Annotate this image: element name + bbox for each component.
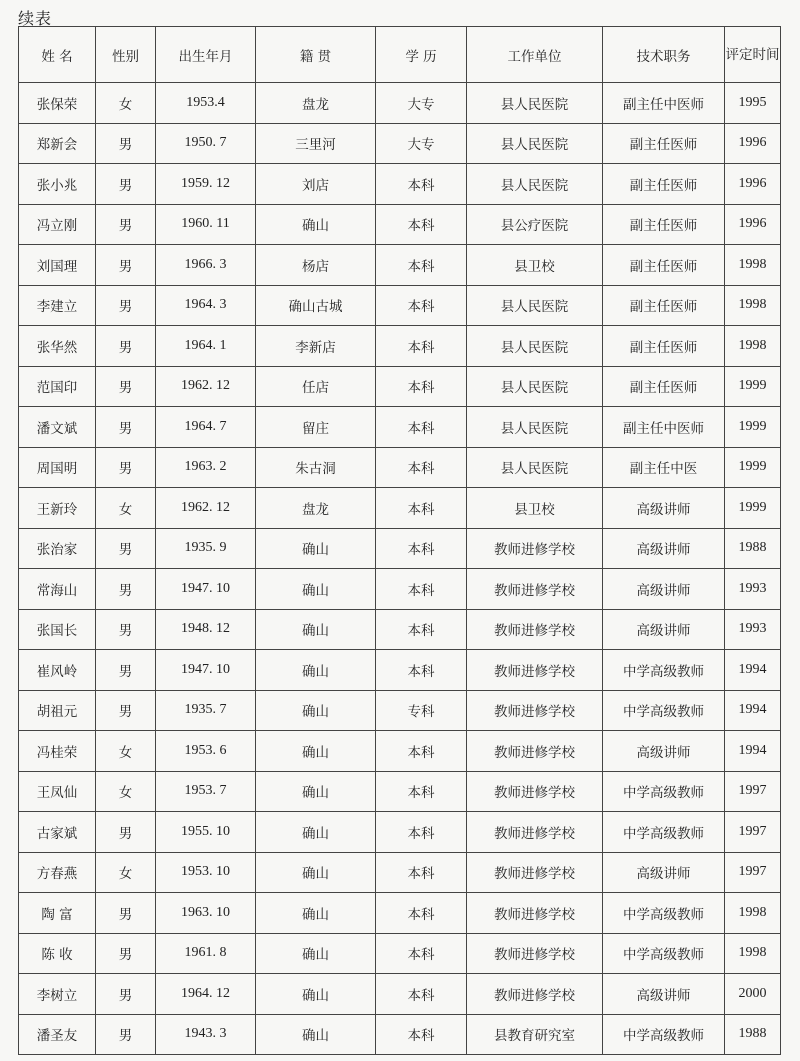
cell-rated-year: 1995 bbox=[725, 83, 781, 124]
table-row bbox=[19, 974, 781, 1015]
cell-native-place: 确山 bbox=[256, 1014, 376, 1055]
cell-rated-year: 1994 bbox=[725, 731, 781, 772]
cell-native-place: 确山 bbox=[256, 609, 376, 650]
table-body bbox=[19, 83, 781, 1055]
cell-native-place: 三里河 bbox=[256, 123, 376, 164]
table-row bbox=[19, 569, 781, 610]
cell-work-unit: 县教育研究室 bbox=[467, 1014, 603, 1055]
cell-rated-year: 1988 bbox=[725, 1014, 781, 1055]
cell-work-unit: 教师进修学校 bbox=[467, 609, 603, 650]
cell-rated-year: 1994 bbox=[725, 650, 781, 691]
personnel-table bbox=[18, 26, 781, 1055]
cell-rated-year: 1996 bbox=[725, 164, 781, 205]
cell-native-place: 确山 bbox=[256, 933, 376, 974]
table-row bbox=[19, 366, 781, 407]
cell-name: 潘圣友 bbox=[19, 1014, 96, 1055]
table-row bbox=[19, 731, 781, 772]
cell-title: 副主任医师 bbox=[603, 285, 725, 326]
cell-gender: 男 bbox=[96, 893, 156, 934]
cell-gender: 女 bbox=[96, 852, 156, 893]
cell-birth-date: 1966. 3 bbox=[156, 245, 256, 286]
cell-work-unit: 教师进修学校 bbox=[467, 528, 603, 569]
cell-education: 本科 bbox=[376, 245, 467, 286]
cell-gender: 男 bbox=[96, 407, 156, 448]
table-row bbox=[19, 812, 781, 853]
cell-work-unit: 县公疗医院 bbox=[467, 204, 603, 245]
cell-title: 副主任医师 bbox=[603, 366, 725, 407]
cell-native-place: 确山 bbox=[256, 771, 376, 812]
header-birth-date: 出生年月 bbox=[156, 27, 256, 83]
cell-native-place: 确山 bbox=[256, 528, 376, 569]
cell-gender: 女 bbox=[96, 771, 156, 812]
cell-title: 中学高级教师 bbox=[603, 933, 725, 974]
cell-name: 胡祖元 bbox=[19, 690, 96, 731]
cell-gender: 男 bbox=[96, 204, 156, 245]
cell-native-place: 确山 bbox=[256, 204, 376, 245]
cell-gender: 男 bbox=[96, 164, 156, 205]
cell-education: 专科 bbox=[376, 690, 467, 731]
cell-birth-date: 1953. 6 bbox=[156, 731, 256, 772]
cell-education: 本科 bbox=[376, 528, 467, 569]
cell-title: 中学高级教师 bbox=[603, 893, 725, 934]
cell-name: 方春燕 bbox=[19, 852, 96, 893]
cell-birth-date: 1953.4 bbox=[156, 83, 256, 124]
cell-title: 高级讲师 bbox=[603, 609, 725, 650]
cell-birth-date: 1953. 7 bbox=[156, 771, 256, 812]
cell-gender: 男 bbox=[96, 812, 156, 853]
cell-rated-year: 1994 bbox=[725, 690, 781, 731]
cell-name: 周国明 bbox=[19, 447, 96, 488]
cell-title: 副主任医师 bbox=[603, 123, 725, 164]
cell-birth-date: 1959. 12 bbox=[156, 164, 256, 205]
cell-rated-year: 1998 bbox=[725, 245, 781, 286]
cell-title: 副主任医师 bbox=[603, 326, 725, 367]
cell-education: 本科 bbox=[376, 812, 467, 853]
cell-gender: 男 bbox=[96, 974, 156, 1015]
cell-title: 中学高级教师 bbox=[603, 771, 725, 812]
table-row bbox=[19, 771, 781, 812]
cell-title: 中学高级教师 bbox=[603, 812, 725, 853]
cell-rated-year: 1998 bbox=[725, 933, 781, 974]
cell-name: 古家斌 bbox=[19, 812, 96, 853]
table-row bbox=[19, 650, 781, 691]
cell-birth-date: 1955. 10 bbox=[156, 812, 256, 853]
cell-title: 副主任中医师 bbox=[603, 83, 725, 124]
cell-work-unit: 县人民医院 bbox=[467, 447, 603, 488]
cell-name: 张国长 bbox=[19, 609, 96, 650]
table-row bbox=[19, 407, 781, 448]
cell-native-place: 确山 bbox=[256, 852, 376, 893]
cell-education: 本科 bbox=[376, 407, 467, 448]
cell-rated-year: 1998 bbox=[725, 285, 781, 326]
cell-education: 本科 bbox=[376, 326, 467, 367]
cell-birth-date: 1963. 2 bbox=[156, 447, 256, 488]
cell-name: 王新玲 bbox=[19, 488, 96, 529]
cell-title: 副主任中医 bbox=[603, 447, 725, 488]
cell-native-place: 盘龙 bbox=[256, 488, 376, 529]
cell-title: 高级讲师 bbox=[603, 852, 725, 893]
cell-gender: 男 bbox=[96, 569, 156, 610]
cell-education: 本科 bbox=[376, 569, 467, 610]
cell-education: 本科 bbox=[376, 366, 467, 407]
cell-work-unit: 教师进修学校 bbox=[467, 690, 603, 731]
cell-birth-date: 1948. 12 bbox=[156, 609, 256, 650]
cell-name: 崔风岭 bbox=[19, 650, 96, 691]
cell-gender: 男 bbox=[96, 690, 156, 731]
cell-education: 本科 bbox=[376, 164, 467, 205]
cell-title: 副主任医师 bbox=[603, 164, 725, 205]
cell-title: 高级讲师 bbox=[603, 974, 725, 1015]
cell-work-unit: 教师进修学校 bbox=[467, 974, 603, 1015]
cell-education: 本科 bbox=[376, 650, 467, 691]
cell-birth-date: 1964. 1 bbox=[156, 326, 256, 367]
cell-birth-date: 1963. 10 bbox=[156, 893, 256, 934]
cell-title: 高级讲师 bbox=[603, 488, 725, 529]
cell-gender: 男 bbox=[96, 447, 156, 488]
cell-gender: 男 bbox=[96, 245, 156, 286]
table-row bbox=[19, 893, 781, 934]
cell-rated-year: 1993 bbox=[725, 569, 781, 610]
cell-name: 王凤仙 bbox=[19, 771, 96, 812]
cell-work-unit: 教师进修学校 bbox=[467, 933, 603, 974]
cell-education: 本科 bbox=[376, 204, 467, 245]
cell-rated-year: 1999 bbox=[725, 407, 781, 448]
cell-education: 本科 bbox=[376, 933, 467, 974]
table-row bbox=[19, 285, 781, 326]
cell-gender: 女 bbox=[96, 488, 156, 529]
header-native-place: 籍 贯 bbox=[256, 27, 376, 83]
cell-education: 本科 bbox=[376, 609, 467, 650]
cell-title: 副主任医师 bbox=[603, 245, 725, 286]
cell-work-unit: 县人民医院 bbox=[467, 326, 603, 367]
cell-gender: 男 bbox=[96, 285, 156, 326]
cell-native-place: 确山 bbox=[256, 812, 376, 853]
cell-birth-date: 1964. 7 bbox=[156, 407, 256, 448]
cell-name: 潘文斌 bbox=[19, 407, 96, 448]
table-row bbox=[19, 1014, 781, 1055]
cell-work-unit: 教师进修学校 bbox=[467, 731, 603, 772]
cell-birth-date: 1953. 10 bbox=[156, 852, 256, 893]
cell-title: 高级讲师 bbox=[603, 569, 725, 610]
cell-gender: 男 bbox=[96, 650, 156, 691]
cell-work-unit: 县人民医院 bbox=[467, 123, 603, 164]
cell-title: 中学高级教师 bbox=[603, 650, 725, 691]
cell-name: 张华然 bbox=[19, 326, 96, 367]
cell-gender: 男 bbox=[96, 933, 156, 974]
cell-title: 中学高级教师 bbox=[603, 690, 725, 731]
cell-work-unit: 县人民医院 bbox=[467, 407, 603, 448]
cell-native-place: 刘店 bbox=[256, 164, 376, 205]
cell-rated-year: 1999 bbox=[725, 366, 781, 407]
table-row bbox=[19, 326, 781, 367]
cell-birth-date: 1943. 3 bbox=[156, 1014, 256, 1055]
cell-name: 张保荣 bbox=[19, 83, 96, 124]
cell-birth-date: 1964. 3 bbox=[156, 285, 256, 326]
cell-birth-date: 1935. 9 bbox=[156, 528, 256, 569]
cell-name: 常海山 bbox=[19, 569, 96, 610]
cell-gender: 男 bbox=[96, 609, 156, 650]
cell-name: 郑新会 bbox=[19, 123, 96, 164]
cell-native-place: 杨店 bbox=[256, 245, 376, 286]
cell-education: 本科 bbox=[376, 731, 467, 772]
cell-name: 范国印 bbox=[19, 366, 96, 407]
cell-education: 大专 bbox=[376, 83, 467, 124]
table-row bbox=[19, 852, 781, 893]
cell-gender: 男 bbox=[96, 366, 156, 407]
cell-work-unit: 县卫校 bbox=[467, 488, 603, 529]
cell-native-place: 留庄 bbox=[256, 407, 376, 448]
cell-gender: 男 bbox=[96, 1014, 156, 1055]
cell-rated-year: 1997 bbox=[725, 852, 781, 893]
cell-name: 陈 收 bbox=[19, 933, 96, 974]
table-row bbox=[19, 123, 781, 164]
cell-title: 高级讲师 bbox=[603, 528, 725, 569]
cell-title: 中学高级教师 bbox=[603, 1014, 725, 1055]
header-education: 学 历 bbox=[376, 27, 467, 83]
header-title: 技术职务 bbox=[603, 27, 725, 83]
cell-rated-year: 1999 bbox=[725, 488, 781, 529]
cell-education: 本科 bbox=[376, 488, 467, 529]
cell-rated-year: 1998 bbox=[725, 326, 781, 367]
table-row bbox=[19, 164, 781, 205]
cell-birth-date: 1947. 10 bbox=[156, 569, 256, 610]
cell-education: 本科 bbox=[376, 893, 467, 934]
cell-native-place: 确山 bbox=[256, 569, 376, 610]
cell-birth-date: 1947. 10 bbox=[156, 650, 256, 691]
cell-name: 陶 富 bbox=[19, 893, 96, 934]
cell-native-place: 任店 bbox=[256, 366, 376, 407]
table-row bbox=[19, 528, 781, 569]
cell-gender: 女 bbox=[96, 83, 156, 124]
cell-work-unit: 教师进修学校 bbox=[467, 852, 603, 893]
cell-education: 本科 bbox=[376, 974, 467, 1015]
cell-native-place: 盘龙 bbox=[256, 83, 376, 124]
table-row bbox=[19, 447, 781, 488]
cell-education: 本科 bbox=[376, 447, 467, 488]
table-row bbox=[19, 609, 781, 650]
cell-rated-year: 1996 bbox=[725, 204, 781, 245]
cell-name: 张小兆 bbox=[19, 164, 96, 205]
cell-name: 冯桂荣 bbox=[19, 731, 96, 772]
cell-title: 副主任医师 bbox=[603, 204, 725, 245]
cell-native-place: 确山 bbox=[256, 650, 376, 691]
cell-rated-year: 1988 bbox=[725, 528, 781, 569]
cell-gender: 女 bbox=[96, 731, 156, 772]
cell-name: 刘国理 bbox=[19, 245, 96, 286]
table-row bbox=[19, 933, 781, 974]
cell-rated-year: 1997 bbox=[725, 812, 781, 853]
cell-title: 高级讲师 bbox=[603, 731, 725, 772]
cell-gender: 男 bbox=[96, 123, 156, 164]
header-row bbox=[19, 27, 781, 83]
cell-birth-date: 1935. 7 bbox=[156, 690, 256, 731]
cell-work-unit: 县卫校 bbox=[467, 245, 603, 286]
cell-native-place: 确山 bbox=[256, 893, 376, 934]
cell-rated-year: 1993 bbox=[725, 609, 781, 650]
table-row bbox=[19, 83, 781, 124]
cell-education: 本科 bbox=[376, 771, 467, 812]
cell-rated-year: 1998 bbox=[725, 893, 781, 934]
cell-work-unit: 教师进修学校 bbox=[467, 771, 603, 812]
cell-rated-year: 1997 bbox=[725, 771, 781, 812]
cell-rated-year: 2000 bbox=[725, 974, 781, 1015]
table-row bbox=[19, 245, 781, 286]
cell-work-unit: 教师进修学校 bbox=[467, 893, 603, 934]
cell-name: 张治家 bbox=[19, 528, 96, 569]
cell-education: 本科 bbox=[376, 852, 467, 893]
cell-education: 本科 bbox=[376, 1014, 467, 1055]
cell-birth-date: 1962. 12 bbox=[156, 488, 256, 529]
cell-education: 大专 bbox=[376, 123, 467, 164]
header-work-unit: 工作单位 bbox=[467, 27, 603, 83]
cell-work-unit: 县人民医院 bbox=[467, 285, 603, 326]
cell-birth-date: 1962. 12 bbox=[156, 366, 256, 407]
cell-work-unit: 县人民医院 bbox=[467, 164, 603, 205]
cell-work-unit: 县人民医院 bbox=[467, 83, 603, 124]
cell-name: 冯立刚 bbox=[19, 204, 96, 245]
table-row bbox=[19, 690, 781, 731]
cell-native-place: 朱古洞 bbox=[256, 447, 376, 488]
header-gender: 性别 bbox=[96, 27, 156, 83]
cell-birth-date: 1960. 11 bbox=[156, 204, 256, 245]
cell-work-unit: 县人民医院 bbox=[467, 366, 603, 407]
cell-gender: 男 bbox=[96, 528, 156, 569]
header-rated-year: 评定时间 bbox=[725, 27, 781, 83]
cell-name: 李树立 bbox=[19, 974, 96, 1015]
cell-work-unit: 教师进修学校 bbox=[467, 650, 603, 691]
table-row bbox=[19, 488, 781, 529]
cell-gender: 男 bbox=[96, 326, 156, 367]
cell-native-place: 确山 bbox=[256, 690, 376, 731]
cell-birth-date: 1950. 7 bbox=[156, 123, 256, 164]
cell-work-unit: 教师进修学校 bbox=[467, 569, 603, 610]
cell-work-unit: 教师进修学校 bbox=[467, 812, 603, 853]
cell-native-place: 确山古城 bbox=[256, 285, 376, 326]
cell-native-place: 确山 bbox=[256, 974, 376, 1015]
cell-birth-date: 1961. 8 bbox=[156, 933, 256, 974]
cell-rated-year: 1996 bbox=[725, 123, 781, 164]
cell-title: 副主任中医师 bbox=[603, 407, 725, 448]
table-row bbox=[19, 204, 781, 245]
cell-education: 本科 bbox=[376, 285, 467, 326]
cell-native-place: 确山 bbox=[256, 731, 376, 772]
cell-rated-year: 1999 bbox=[725, 447, 781, 488]
cell-native-place: 李新店 bbox=[256, 326, 376, 367]
header-name: 姓 名 bbox=[19, 27, 96, 83]
table-caption: 续表 bbox=[18, 9, 53, 28]
cell-name: 李建立 bbox=[19, 285, 96, 326]
cell-birth-date: 1964. 12 bbox=[156, 974, 256, 1015]
